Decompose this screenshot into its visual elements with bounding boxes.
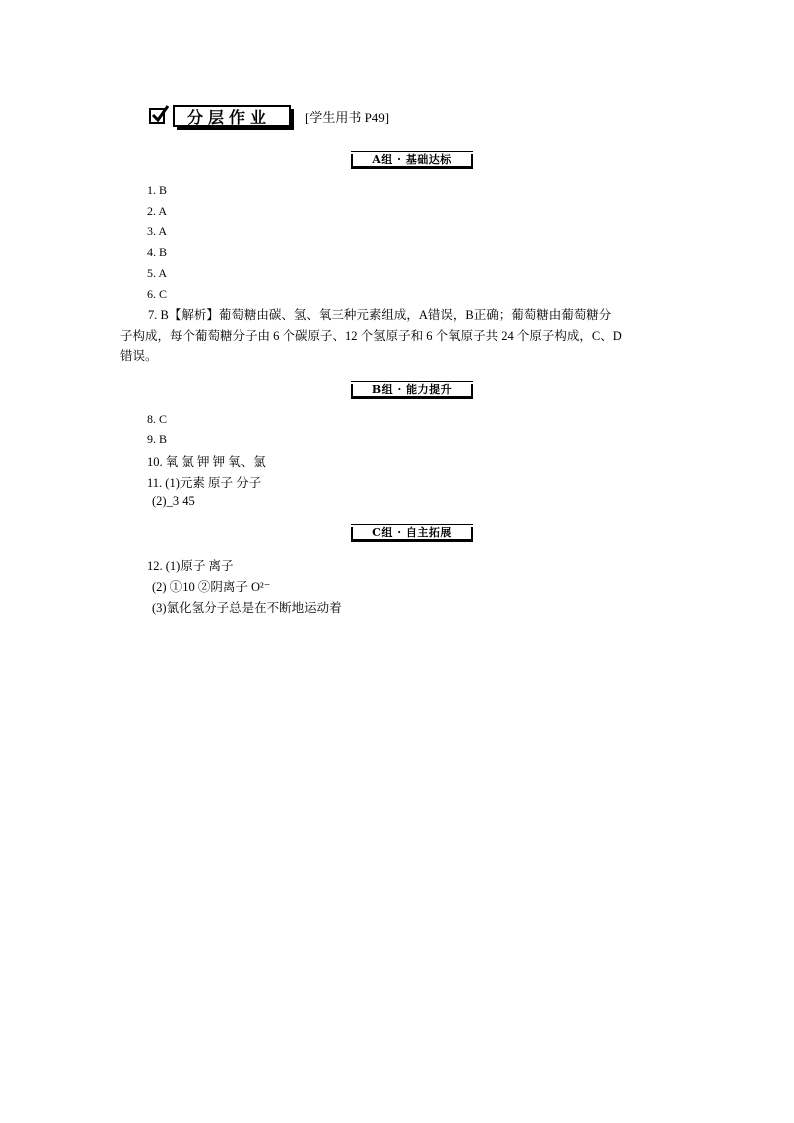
- answer-9: 9. B: [147, 432, 168, 446]
- answer-7-line-2: 子构成，每个葡萄糖分子由 6 个碳原子、12 个氢原子和 6 个氧原子共 24 个原子构成，C、D: [120, 328, 622, 343]
- answer-7-paragraph: [120, 305, 680, 367]
- answer-12-part-3: (3)氯化氢分子总是在不断地运动着: [152, 601, 342, 615]
- answer-7-line-1: 7. B【解析】葡萄糖由碳、氢、氧三种元素组成，A错误，B正确；葡萄糖由葡萄糖分: [148, 308, 612, 322]
- answer-6: 6. C: [147, 287, 168, 301]
- answer-3: 3. A: [147, 224, 168, 238]
- group-c-banner: [351, 524, 473, 542]
- answer-7-line-3: 错误。: [120, 349, 158, 363]
- answer-11-part-2: (2)_3 45: [152, 494, 195, 508]
- answer-11-part-1: 11. (1)元素 原子 分子: [147, 476, 262, 490]
- group-b-banner: [351, 381, 473, 399]
- answer-4: 4. B: [147, 245, 168, 259]
- answer-5: 5. A: [147, 266, 168, 280]
- group-a-banner: [351, 151, 473, 169]
- source-reference: [学生用书 P49]: [305, 109, 390, 125]
- group-b-label: B组 · 能力提升: [371, 383, 453, 396]
- section-title: 分层作业: [187, 107, 272, 127]
- answer-10: 10. 氧 氯 钾 钾 氧、氯: [147, 455, 266, 469]
- answer-12-part-2: (2) ①10 ②阴离子 O²⁻: [152, 580, 271, 594]
- section-title-box: [173, 105, 291, 127]
- group-c-label: C组 · 自主拓展: [372, 526, 452, 539]
- group-a-label: A组 · 基础达标: [372, 153, 452, 166]
- answer-1: 1. B: [147, 183, 168, 197]
- checkbox-icon: [149, 108, 165, 124]
- answer-2: 2. A: [147, 204, 168, 218]
- section-header: [149, 104, 389, 128]
- checkmark-icon: [150, 104, 170, 124]
- answer-8: 8. C: [147, 412, 168, 426]
- answer-12-part-1: 12. (1)原子 离子: [147, 559, 234, 573]
